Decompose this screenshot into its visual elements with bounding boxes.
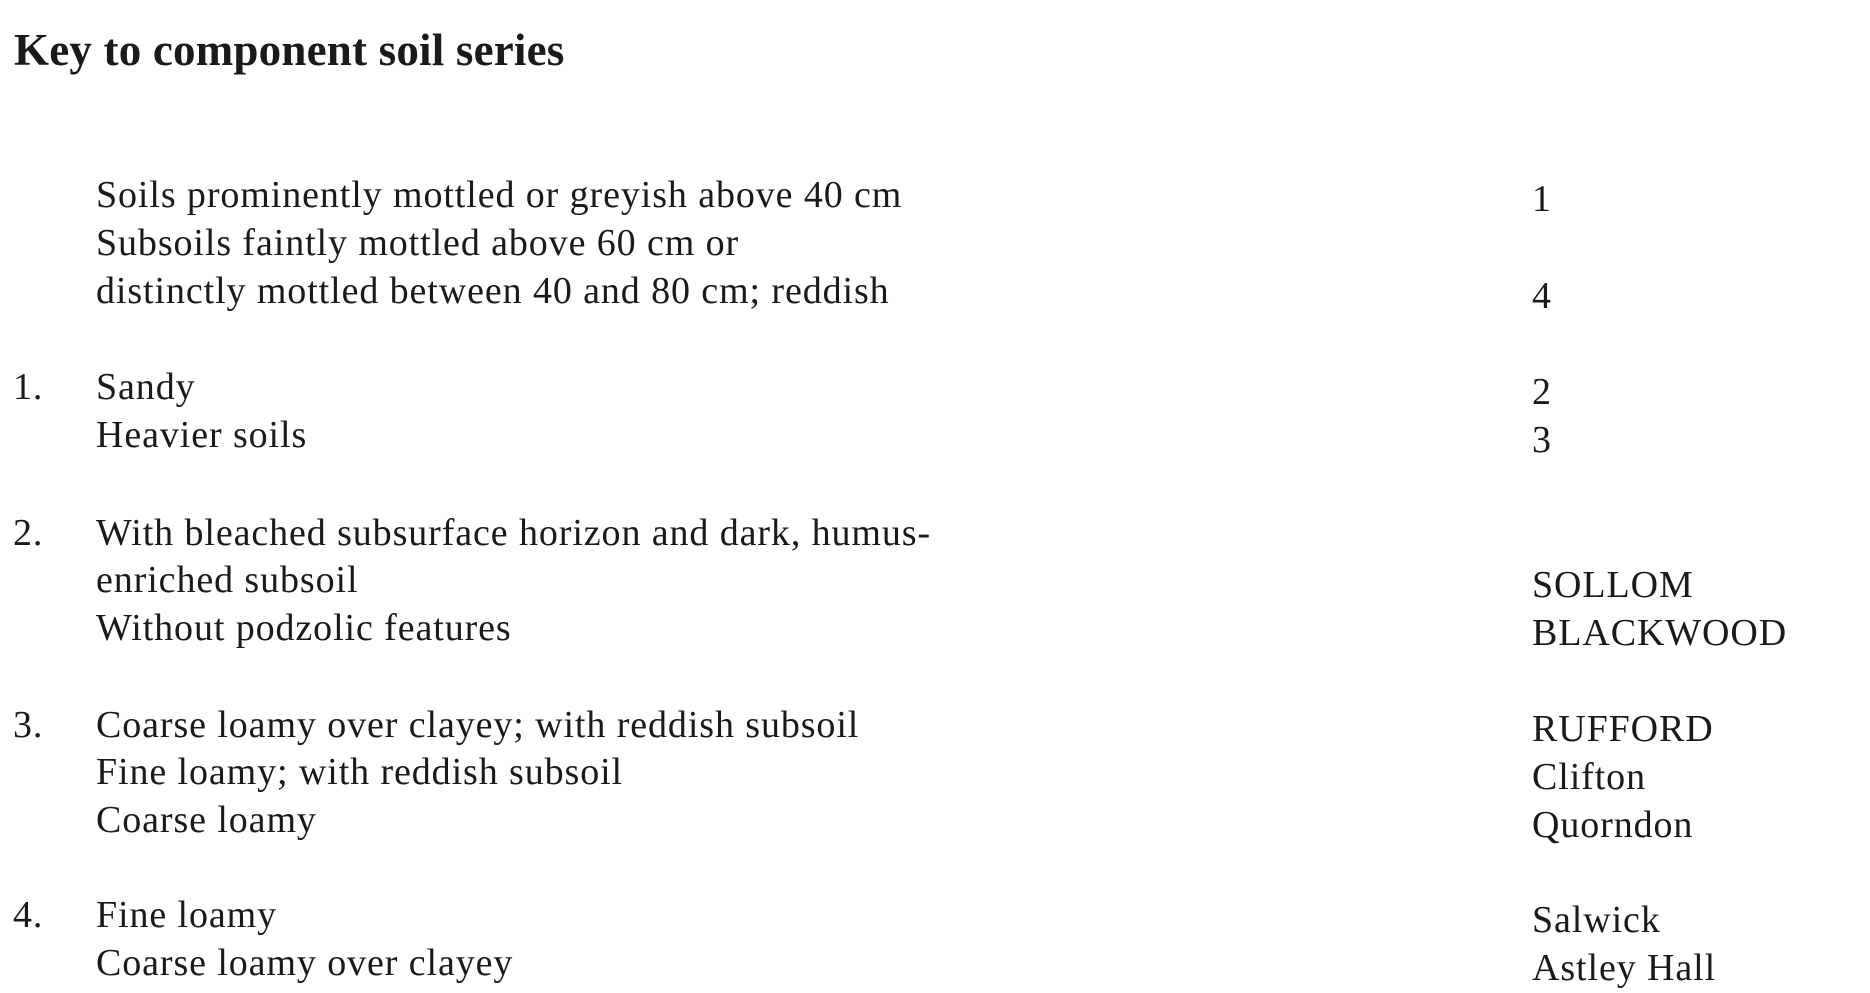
key-entry-3-number: 3. bbox=[13, 704, 44, 746]
key-entry-3-line-1-text: Fine loamy; with reddish subsoil bbox=[96, 751, 624, 793]
key-entry-0-line-0-result: 1 bbox=[1532, 178, 1552, 220]
key-entry-1-line-0-text: Sandy bbox=[96, 366, 196, 408]
key-entry-0-line-2-text: distinctly mottled between 40 and 80 cm; reddish bbox=[96, 270, 890, 312]
key-entry-2-line-1-result: SOLLOM bbox=[1532, 564, 1694, 606]
key-entry-2-number: 2. bbox=[13, 512, 44, 554]
key-entry-3-line-1-result: Clifton bbox=[1532, 756, 1646, 798]
key-entry-4-line-1-result: Astley Hall bbox=[1532, 947, 1717, 989]
key-entry-3-line-2-text: Coarse loamy bbox=[96, 799, 317, 841]
key-entry-1-line-1-result: 3 bbox=[1532, 419, 1552, 461]
key-entry-2-line-0-text: With bleached subsurface horizon and dark, humus- bbox=[96, 512, 932, 554]
key-entry-1-line-0-result: 2 bbox=[1532, 371, 1552, 413]
key-entry-2-line-2-result: BLACKWOOD bbox=[1532, 612, 1788, 654]
key-entry-3-line-0-text: Coarse loamy over clayey; with reddish subsoil bbox=[96, 704, 860, 746]
key-entry-4-number: 4. bbox=[13, 894, 44, 936]
key-entry-0-line-1-text: Subsoils faintly mottled above 60 cm or bbox=[96, 222, 740, 264]
key-entry-2-line-1-text: enriched subsoil bbox=[96, 559, 359, 601]
key-entry-1-line-1-text: Heavier soils bbox=[96, 414, 308, 456]
key-entry-3-line-2-result: Quorndon bbox=[1532, 804, 1694, 846]
key-entry-2-line-2-text: Without podzolic features bbox=[96, 607, 512, 649]
key-entry-4-line-0-text: Fine loamy bbox=[96, 894, 278, 936]
key-entry-4-line-0-result: Salwick bbox=[1532, 899, 1661, 941]
page-title: Key to component soil series bbox=[14, 25, 565, 75]
key-entry-1-number: 1. bbox=[13, 366, 44, 408]
key-entry-4-line-1-text: Coarse loamy over clayey bbox=[96, 942, 514, 984]
key-entry-0-line-2-result: 4 bbox=[1532, 275, 1552, 317]
key-entry-0-line-0-text: Soils prominently mottled or greyish above 40 cm bbox=[96, 174, 903, 216]
key-entry-3-line-0-result: RUFFORD bbox=[1532, 708, 1714, 750]
